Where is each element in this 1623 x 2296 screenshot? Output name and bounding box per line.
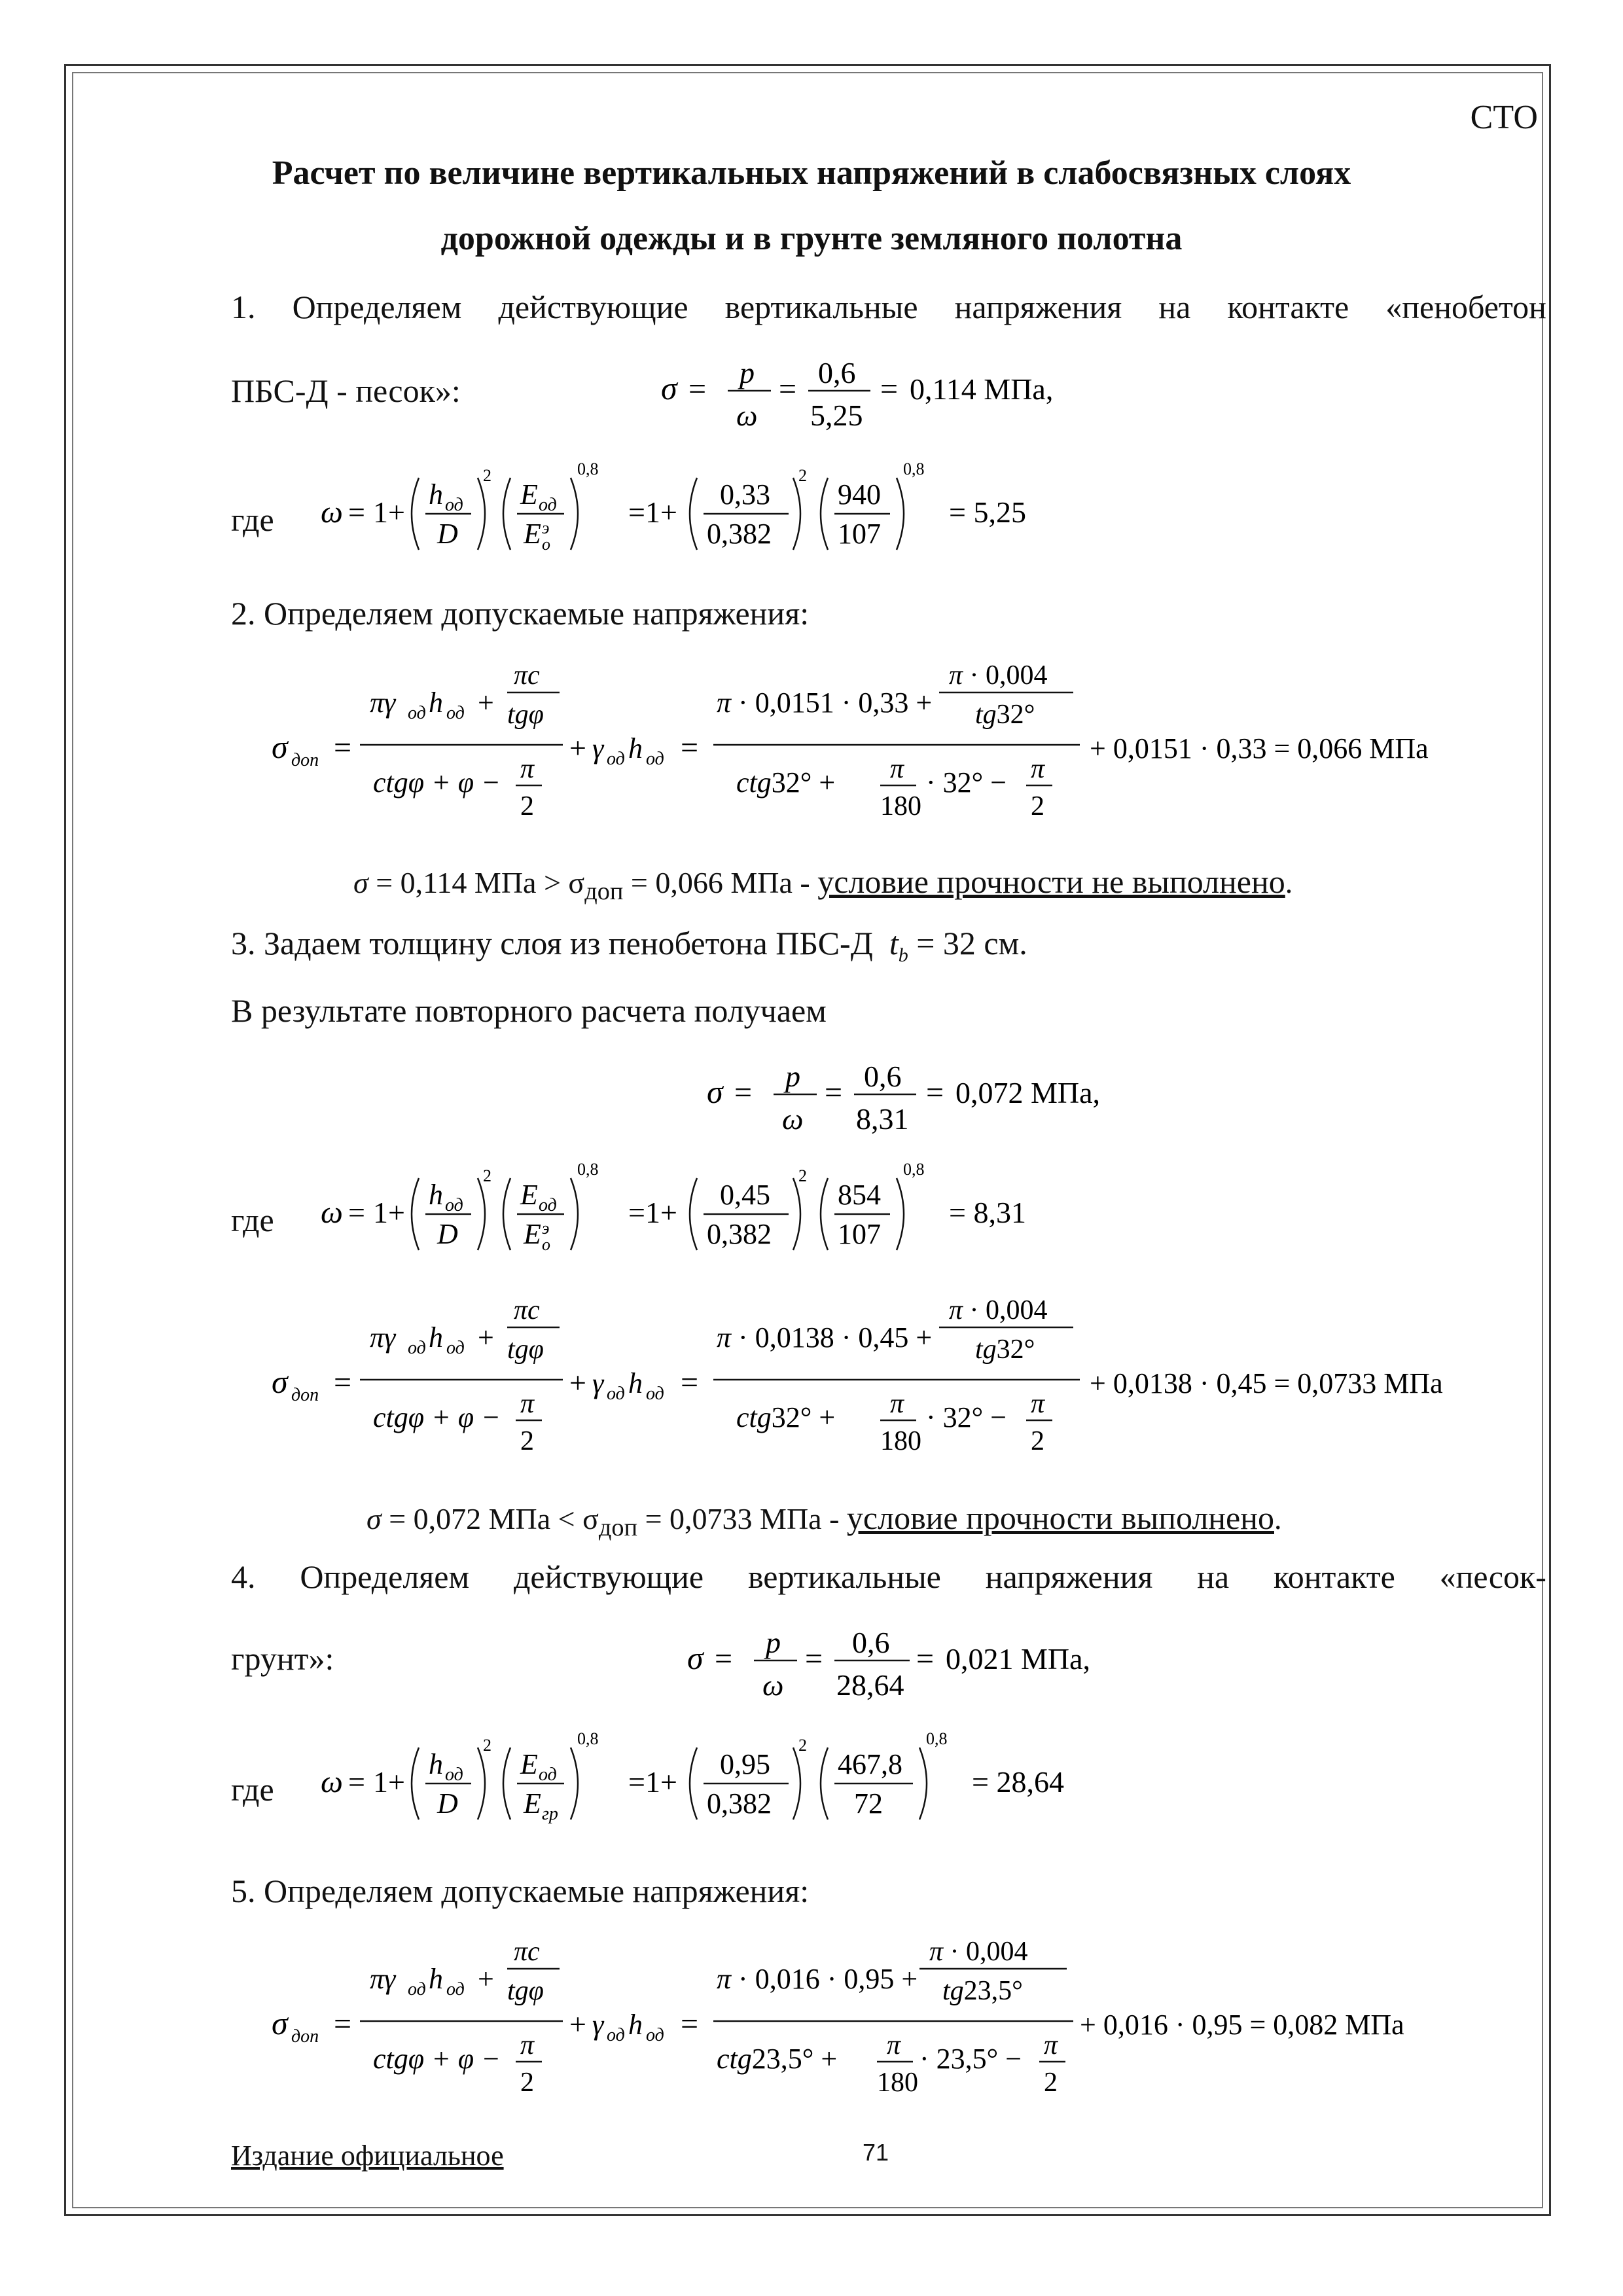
word: напряжения: [954, 289, 1122, 325]
svg-text:π · 0,004: π · 0,004: [929, 1937, 1028, 1967]
section-title-line-1: Расчет по величине вертикальных напряжений в слабосвязных слоях: [272, 154, 1351, 192]
svg-text:од: од: [539, 1765, 557, 1785]
svg-text:= 5,25: = 5,25: [949, 495, 1026, 529]
word: вертикальные: [724, 289, 918, 325]
where-label: где: [231, 1771, 274, 1808]
svg-text:72: 72: [854, 1787, 883, 1820]
svg-text:=: =: [734, 1075, 753, 1110]
svg-text:γ: γ: [592, 732, 604, 764]
step-4-line-2: грунт»:: [231, 1640, 334, 1677]
svg-text:+: +: [569, 1366, 586, 1399]
svg-text:8,31: 8,31: [856, 1102, 909, 1136]
svg-text:=: =: [825, 1075, 843, 1110]
svg-text:tgφ: tgφ: [507, 1976, 544, 2006]
svg-text:h: h: [429, 1963, 443, 1995]
step-3-label: 3. Задаем толщину слоя из пенобетона ПБС-Д: [231, 925, 873, 961]
svg-text:π · 0,0138 · 0,45 +: π · 0,0138 · 0,45 +: [717, 1321, 933, 1354]
svg-text:tgφ: tgφ: [507, 1335, 544, 1365]
svg-text:tg32°: tg32°: [975, 1335, 1035, 1365]
svg-text:од: од: [445, 1765, 463, 1785]
svg-text:π: π: [1044, 2030, 1058, 2060]
svg-text:π · 0,016 · 0,95 +: π · 0,016 · 0,95 +: [717, 1963, 918, 1995]
svg-text:π: π: [520, 1389, 535, 1419]
where-label: где: [231, 1202, 274, 1238]
svg-text:2: 2: [483, 1736, 491, 1755]
svg-text:h: h: [628, 2009, 643, 2041]
svg-text:ctg23,5° +: ctg23,5° +: [717, 2043, 838, 2075]
svg-text:180: 180: [880, 1426, 921, 1456]
svg-text:· 32° −: · 32° −: [926, 1401, 1007, 1433]
svg-text:=1+: =1+: [628, 495, 677, 529]
svg-text:э: э: [542, 518, 550, 537]
svg-text:=: =: [916, 1641, 935, 1676]
step-3-text: 3. Задаем толщину слоя из пенобетона ПБС-Д $t_b = 32$ см.: [231, 925, 1027, 966]
condition-met: условие прочности выполнено: [846, 1499, 1274, 1536]
svg-text:доп: доп: [291, 2026, 319, 2047]
svg-text:=: =: [681, 730, 699, 765]
svg-text:h: h: [429, 1321, 443, 1354]
svg-text:πc: πc: [514, 660, 540, 691]
sigma-allowable-formula-3: [262, 1931, 1544, 2121]
result-tail: = 0,0733 МПа -: [637, 1502, 847, 1535]
svg-text:2: 2: [1031, 1426, 1044, 1456]
svg-text:гр: гр: [542, 1804, 558, 1824]
document-code: СТО: [1470, 99, 1538, 136]
svg-text:=: =: [348, 1765, 365, 1799]
svg-text:π: π: [520, 2030, 535, 2060]
step-5-text: 5. Определяем допускаемые напряжения:: [231, 1873, 810, 1909]
section-title-line-2: дорожной одежды и в грунте земляного полотна: [440, 220, 1183, 257]
svg-text:πc: πc: [514, 1937, 540, 1967]
svg-text:D: D: [437, 518, 458, 550]
svg-text:ctg32° +: ctg32° +: [736, 766, 836, 798]
layer-thickness-value: = 32 см.: [916, 925, 1027, 961]
omega-formula-2: [321, 1152, 1106, 1276]
svg-text:0,8: 0,8: [926, 1729, 948, 1748]
svg-text:ω: ω: [321, 1195, 343, 1230]
svg-text:0,382: 0,382: [707, 1218, 772, 1250]
svg-text:од: од: [646, 749, 664, 769]
svg-text:h: h: [429, 1748, 443, 1780]
svg-text:· 23,5° −: · 23,5° −: [919, 2043, 1022, 2075]
svg-text:= 28,64: = 28,64: [972, 1765, 1064, 1799]
step-4-line-1: [231, 1558, 1546, 1596]
svg-text:π: π: [1031, 1389, 1045, 1419]
svg-text:од: од: [445, 495, 463, 515]
svg-text:γ: γ: [592, 1367, 604, 1399]
sigma-formula-3: [681, 1620, 1139, 1712]
svg-text:од: од: [646, 2025, 664, 2045]
svg-text:p: p: [785, 1060, 800, 1093]
svg-text:tg23,5°: tg23,5°: [942, 1976, 1023, 2006]
svg-text:π: π: [1031, 754, 1045, 784]
svg-text:2: 2: [798, 1166, 807, 1185]
svg-text:0,33: 0,33: [720, 478, 770, 511]
svg-text:од: од: [446, 703, 465, 723]
svg-text:0,8: 0,8: [903, 1160, 925, 1179]
svg-text:tgφ: tgφ: [507, 700, 544, 730]
sigma-formula-2: [700, 1054, 1158, 1145]
result-subscript: доп: [598, 1514, 638, 1542]
svg-text:=: =: [348, 495, 365, 529]
svg-text:π: π: [520, 754, 535, 784]
svg-text:=: =: [926, 1075, 944, 1110]
word: вертикальные: [747, 1558, 941, 1595]
svg-text:E: E: [520, 1179, 538, 1211]
check-result-1: σ = 0,114 МПа > $\sigma_{доп} = 0,066$ МПа - условие прочности не выполнено.: [353, 863, 1293, 906]
period: .: [1285, 866, 1293, 899]
word: контакте: [1273, 1558, 1395, 1595]
svg-text:σ: σ: [687, 1640, 704, 1676]
svg-text:h: h: [429, 687, 443, 719]
svg-text:+: +: [478, 1963, 494, 1995]
svg-text:+: +: [569, 731, 586, 764]
word: Определяем: [300, 1558, 470, 1595]
svg-text:0,45: 0,45: [720, 1179, 770, 1211]
svg-text:940: 940: [838, 478, 881, 511]
svg-text:2: 2: [1044, 2068, 1058, 2098]
svg-text:2: 2: [798, 466, 807, 485]
svg-text:од: од: [539, 495, 557, 515]
svg-text:0,382: 0,382: [707, 1787, 772, 1820]
period: .: [1274, 1502, 1282, 1535]
svg-text:2: 2: [483, 1166, 491, 1185]
svg-text:од: од: [646, 1384, 664, 1404]
svg-text:1+: 1+: [373, 495, 405, 529]
svg-text:од: од: [446, 1979, 465, 2000]
svg-text:=: =: [688, 372, 707, 406]
svg-text:=: =: [681, 1365, 699, 1400]
svg-text:ctgφ + φ −: ctgφ + φ −: [373, 1401, 501, 1433]
result-subscript: доп: [584, 878, 624, 906]
check-result-2: σ = 0,072 МПа < $\sigma_{доп} = 0,0733$ МПа - условие прочности выполнено.: [366, 1499, 1282, 1542]
svg-text:π: π: [890, 1389, 904, 1419]
svg-text:+: +: [569, 2007, 586, 2041]
svg-text:σ: σ: [707, 1073, 723, 1110]
svg-text:σ: σ: [272, 1363, 288, 1400]
svg-text:о: о: [542, 535, 550, 554]
sigma-formula-1: [654, 350, 1113, 442]
svg-text:=: =: [681, 2007, 699, 2041]
step-2-text: 2. Определяем допускаемые напряжения:: [231, 595, 810, 632]
svg-text:=1+: =1+: [628, 1765, 677, 1799]
svg-text:0,95: 0,95: [720, 1748, 770, 1780]
svg-text:107: 107: [838, 1218, 881, 1250]
svg-text:=: =: [334, 2007, 352, 2041]
svg-text:ctgφ + φ −: ctgφ + φ −: [373, 766, 501, 798]
svg-text:0,382: 0,382: [707, 518, 772, 550]
svg-text:E: E: [524, 1787, 541, 1820]
svg-text:ctgφ + φ −: ctgφ + φ −: [373, 2043, 501, 2075]
svg-text:0,6: 0,6: [852, 1626, 890, 1659]
svg-text:D: D: [437, 1787, 458, 1820]
word: 1.: [231, 289, 256, 325]
svg-text:2: 2: [1031, 791, 1044, 821]
svg-text:D: D: [437, 1218, 458, 1250]
svg-text:854: 854: [838, 1179, 881, 1211]
svg-text:ctg32° +: ctg32° +: [736, 1401, 836, 1433]
word: на: [1197, 1558, 1230, 1595]
svg-text:tg32°: tg32°: [975, 700, 1035, 730]
svg-text:E: E: [524, 518, 541, 550]
svg-text:0,8: 0,8: [577, 1729, 599, 1748]
svg-text:од: од: [408, 1338, 426, 1358]
svg-text:0,114 МПа,: 0,114 МПа,: [910, 372, 1054, 406]
svg-text:0,6: 0,6: [864, 1060, 902, 1093]
svg-text:+: +: [478, 1321, 494, 1354]
word: «пенобетон: [1385, 289, 1546, 325]
condition-not-met: условие прочности не выполнено: [817, 863, 1285, 900]
svg-text:5,25: 5,25: [810, 399, 863, 432]
svg-text:= 8,31: = 8,31: [949, 1196, 1026, 1229]
result-tail: = 0,066 МПа -: [623, 866, 818, 899]
where-label: где: [231, 501, 274, 538]
word: Определяем: [292, 289, 462, 325]
word: 4.: [231, 1558, 256, 1595]
svg-text:467,8: 467,8: [838, 1748, 902, 1780]
page-number: 71: [863, 2139, 889, 2166]
svg-text:π · 0,004: π · 0,004: [949, 1295, 1048, 1325]
svg-text:180: 180: [880, 791, 921, 821]
svg-text:· 32° −: · 32° −: [926, 766, 1007, 798]
svg-text:π · 0,004: π · 0,004: [949, 660, 1048, 691]
svg-text:πγ: πγ: [370, 687, 396, 719]
svg-text:σ: σ: [272, 728, 288, 765]
svg-text:од: од: [607, 2025, 625, 2045]
svg-text:2: 2: [483, 466, 491, 485]
svg-text:σ: σ: [661, 370, 677, 406]
svg-text:E: E: [520, 1748, 538, 1780]
svg-text:0,8: 0,8: [577, 459, 599, 478]
word: контакте: [1227, 289, 1349, 325]
svg-text:=: =: [779, 372, 797, 406]
svg-text:σ: σ: [272, 2005, 288, 2041]
svg-text:+ 0,0138 · 0,45 = 0,0733 МПа: + 0,0138 · 0,45 = 0,0733 МПа: [1090, 1367, 1443, 1399]
svg-text:π: π: [887, 2030, 901, 2060]
svg-text:0,8: 0,8: [577, 1160, 599, 1179]
svg-text:0,8: 0,8: [903, 459, 925, 478]
svg-text:πγ: πγ: [370, 1963, 396, 1995]
svg-text:h: h: [429, 1179, 443, 1211]
edition-label: Издание официальное: [231, 2140, 504, 2172]
svg-text:2: 2: [520, 791, 534, 821]
svg-text:h: h: [429, 478, 443, 511]
svg-text:=: =: [348, 1196, 365, 1229]
svg-text:107: 107: [838, 518, 881, 550]
word: действующие: [513, 1558, 704, 1595]
svg-text:=: =: [805, 1641, 823, 1676]
svg-text:h: h: [628, 1367, 643, 1399]
svg-text:0,6: 0,6: [818, 356, 856, 389]
word: напряжения: [985, 1558, 1153, 1595]
svg-text:+ 0,0151 · 0,33 = 0,066 МПа: + 0,0151 · 0,33 = 0,066 МПа: [1090, 732, 1429, 764]
svg-text:ω: ω: [321, 1765, 343, 1799]
svg-text:h: h: [628, 732, 643, 764]
svg-text:э: э: [542, 1219, 550, 1238]
svg-text:ω: ω: [736, 399, 758, 432]
svg-text:од: од: [446, 1338, 465, 1358]
svg-text:πγ: πγ: [370, 1321, 396, 1354]
svg-text:=: =: [334, 730, 352, 765]
svg-text:28,64: 28,64: [836, 1668, 904, 1702]
svg-text:π: π: [890, 754, 904, 784]
result-text: = 0,114 МПа > σ: [376, 866, 585, 899]
svg-text:=: =: [715, 1641, 733, 1676]
svg-text:E: E: [520, 478, 538, 511]
svg-text:од: од: [539, 1195, 557, 1215]
svg-text:=: =: [334, 1365, 352, 1400]
recalc-text: В результате повторного расчета получаем: [231, 992, 827, 1029]
svg-text:γ: γ: [592, 2009, 604, 2041]
svg-text:180: 180: [877, 2068, 918, 2098]
svg-text:од: од: [607, 1384, 625, 1404]
svg-text:од: од: [408, 1979, 426, 2000]
svg-text:=: =: [880, 372, 899, 406]
svg-text:од: од: [607, 749, 625, 769]
svg-text:p: p: [740, 356, 755, 389]
svg-text:ω: ω: [762, 1668, 784, 1702]
svg-text:=1+: =1+: [628, 1196, 677, 1229]
svg-text:πc: πc: [514, 1295, 540, 1325]
svg-text:2: 2: [520, 2068, 534, 2098]
svg-text:0,021 МПа,: 0,021 МПа,: [946, 1642, 1091, 1676]
step-1-line-1: [231, 288, 1546, 326]
word: на: [1158, 289, 1191, 325]
omega-formula-1: [321, 452, 1106, 576]
sigma-allowable-formula-2: [262, 1289, 1544, 1479]
svg-text:од: од: [408, 703, 426, 723]
svg-text:о: о: [542, 1235, 550, 1254]
svg-text:доп: доп: [291, 1385, 319, 1405]
svg-text:ω: ω: [782, 1102, 804, 1136]
svg-text:од: од: [445, 1195, 463, 1215]
svg-text:p: p: [766, 1626, 781, 1659]
svg-text:0,072 МПа,: 0,072 МПа,: [955, 1076, 1101, 1109]
svg-text:E: E: [524, 1218, 541, 1250]
svg-text:2: 2: [798, 1736, 807, 1755]
svg-text:+ 0,016 · 0,95 = 0,082 МПа: + 0,016 · 0,95 = 0,082 МПа: [1080, 2009, 1404, 2041]
svg-text:π · 0,0151 · 0,33 +: π · 0,0151 · 0,33 +: [717, 687, 933, 719]
sigma-allowable-formula-1: [262, 655, 1544, 844]
svg-text:1+: 1+: [373, 1765, 405, 1799]
svg-text:2: 2: [520, 1426, 534, 1456]
svg-text:+: +: [478, 687, 494, 719]
word: действующие: [498, 289, 688, 325]
svg-text:ω: ω: [321, 495, 343, 529]
word: «песок-: [1439, 1558, 1546, 1595]
result-text: = 0,072 МПа < σ: [389, 1502, 599, 1535]
omega-formula-3: [321, 1721, 1139, 1846]
step-1-line-2: ПБС-Д - песок»:: [231, 372, 461, 409]
svg-text:доп: доп: [291, 750, 319, 770]
svg-text:1+: 1+: [373, 1196, 405, 1229]
